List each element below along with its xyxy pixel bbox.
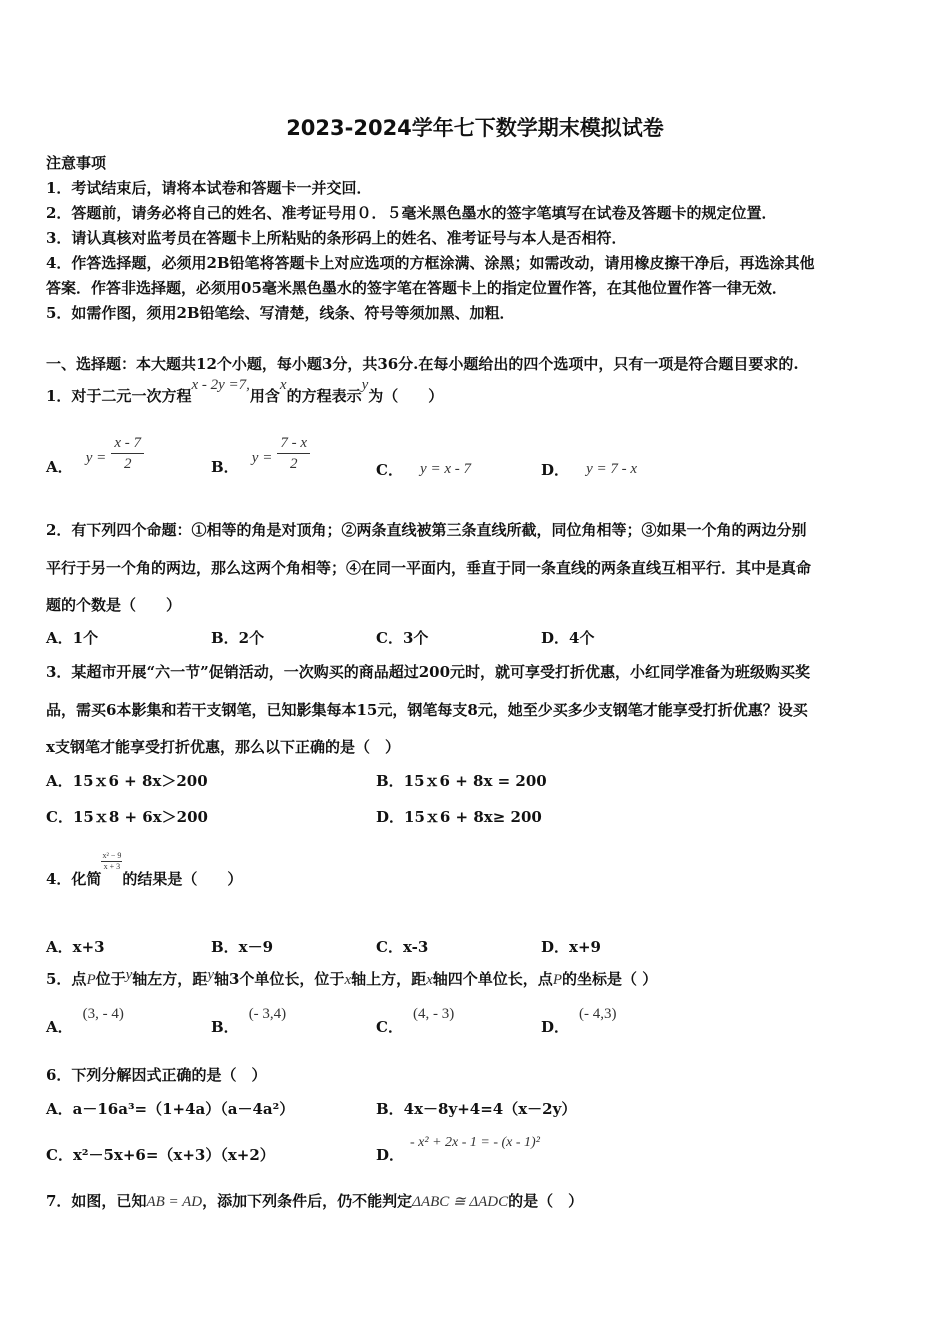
question-1-stem: 1．对于二元一次方程x - 2y =7,用含x的方程表示y为（ ） xyxy=(46,377,444,405)
q3-option-c[interactable]: C．15ｘ8 + 6x＞200 xyxy=(46,808,208,826)
section-heading: 一、选择题：本大题共12个小题，每小题3分，共36分.在每小题给出的四个选项中，只有一项是符合题目要求的. xyxy=(46,355,799,373)
notice-item: 3．请认真核对监考员在答题卡上所粘贴的条形码上的姓名、准考证号与本人是否相符． xyxy=(46,229,627,247)
q1-option-a[interactable]: A． y = $\frac{x - 7}{2}$ xyxy=(46,433,144,481)
equation: x - 2y =7, xyxy=(191,377,250,393)
question-3-line: 3．某超市开展“六一节”促销活动，一次购买的商品超过200元时，就可享受打折优惠，小红同学准备为班级购买奖 xyxy=(46,663,811,681)
q5-option-a[interactable]: A．(3, - 4) xyxy=(46,1006,124,1036)
q6-option-b[interactable]: B．4x－8y+4=4（x－2y） xyxy=(376,1100,577,1118)
question-2-line: 平行于另一个角的两边，那么这两个角相等；④在同一平面内，垂直于同一条直线的两条直线互相平行．其中是真命 xyxy=(46,559,812,577)
q3-option-a[interactable]: A．15ｘ6 + 8x＞200 xyxy=(46,772,208,790)
question-3-line: x支钢笔才能享受打折优惠，那么以下正确的是（ ） xyxy=(46,738,400,756)
question-6-stem: 6．下列分解因式正确的是（ ） xyxy=(46,1066,267,1084)
question-4-stem: 4．化简 $\frac{\text{x² − 9}}{x + 3}$ 的结果是（ ） xyxy=(46,850,243,888)
q5-option-b[interactable]: B．(- 3,4) xyxy=(211,1006,287,1036)
q6-option-a[interactable]: A．a－16a³=（1+4a）（a－4a²） xyxy=(46,1100,295,1118)
q4-option-a[interactable]: A．x+3 xyxy=(46,938,105,956)
notice-heading: 注意事项 xyxy=(46,154,107,172)
q2-option-a[interactable]: A．1个 xyxy=(46,629,99,647)
question-7-stem: 7．如图，已知AB = AD，添加下列条件后，仍不能判定ΔABC ≅ ΔADC的是（ ） xyxy=(46,1192,584,1210)
q2-option-b[interactable]: B．2个 xyxy=(211,629,265,647)
fraction: $\frac{\text{x² − 9}}{x + 3}$ xyxy=(102,850,122,871)
q6-option-c[interactable]: C．x²－5x+6=（x+3）（x+2） xyxy=(46,1146,275,1164)
q2-option-c[interactable]: C．3个 xyxy=(376,629,429,647)
notice-item: 4．作答选择题，必须用2B铅笔将答题卡上对应选项的方框涂满、涂黑；如需改动，请用橡皮擦干净后，再选涂其他 xyxy=(46,254,815,272)
q3-option-d[interactable]: D．15ｘ6 + 8x≥ 200 xyxy=(376,808,542,826)
q4-option-b[interactable]: B．x－9 xyxy=(211,938,274,956)
q6-option-d[interactable]: D．- x² + 2x - 1 = - (x - 1)² xyxy=(376,1135,540,1164)
q3-option-b[interactable]: B．15ｘ6 + 8x = 200 xyxy=(376,772,547,790)
notice-item: 2．答题前，请务必将自己的姓名、准考证号用０．５毫米黑色墨水的签字笔填写在试卷及答题卡的规定位置． xyxy=(46,204,777,222)
question-2-line: 题的个数是（ ） xyxy=(46,596,182,614)
q5-option-d[interactable]: D．(- 4,3) xyxy=(541,1006,617,1036)
q1-option-b[interactable]: B． y = $\frac{7 - x}{2}$ xyxy=(211,433,310,481)
notice-item: 答案．作答非选择题，必须用05毫米黑色墨水的签字笔在答题卡上的指定位置作答，在其他位置作答一律无效． xyxy=(46,279,787,297)
page-title: 2023-2024学年七下数学期末模拟试卷 xyxy=(286,116,664,140)
notice-item: 1．考试结束后，请将本试卷和答题卡一并交回． xyxy=(46,179,372,197)
q4-option-d[interactable]: D．x+9 xyxy=(541,938,601,956)
q4-option-c[interactable]: C．x-3 xyxy=(376,938,429,956)
question-2-line: 2．有下列四个命题：①相等的角是对顶角；②两条直线被第三条直线所截，同位角相等；③如果一个角的两边分别 xyxy=(46,521,807,539)
q5-option-c[interactable]: C．(4, - 3) xyxy=(376,1006,455,1036)
question-5-stem: 5．点P位于y轴左方，距y轴3个单位长，位于x轴上方，距x轴四个单位长，点P的坐标是（ ） xyxy=(46,967,658,988)
q2-option-d[interactable]: D．4个 xyxy=(541,629,595,647)
q1-option-c[interactable]: C． y = x - 7 xyxy=(376,461,471,479)
q1-option-d[interactable]: D． y = 7 - x xyxy=(541,461,638,479)
question-3-line: 品，需买6本影集和若干支钢笔，已知影集每本15元，钢笔每支8元，她至少买多少支钢笔才能享受打折优惠？设买 xyxy=(46,701,808,719)
notice-item: 5．如需作图，须用2B铅笔绘、写清楚，线条、符号等须加黑、加粗． xyxy=(46,304,515,322)
